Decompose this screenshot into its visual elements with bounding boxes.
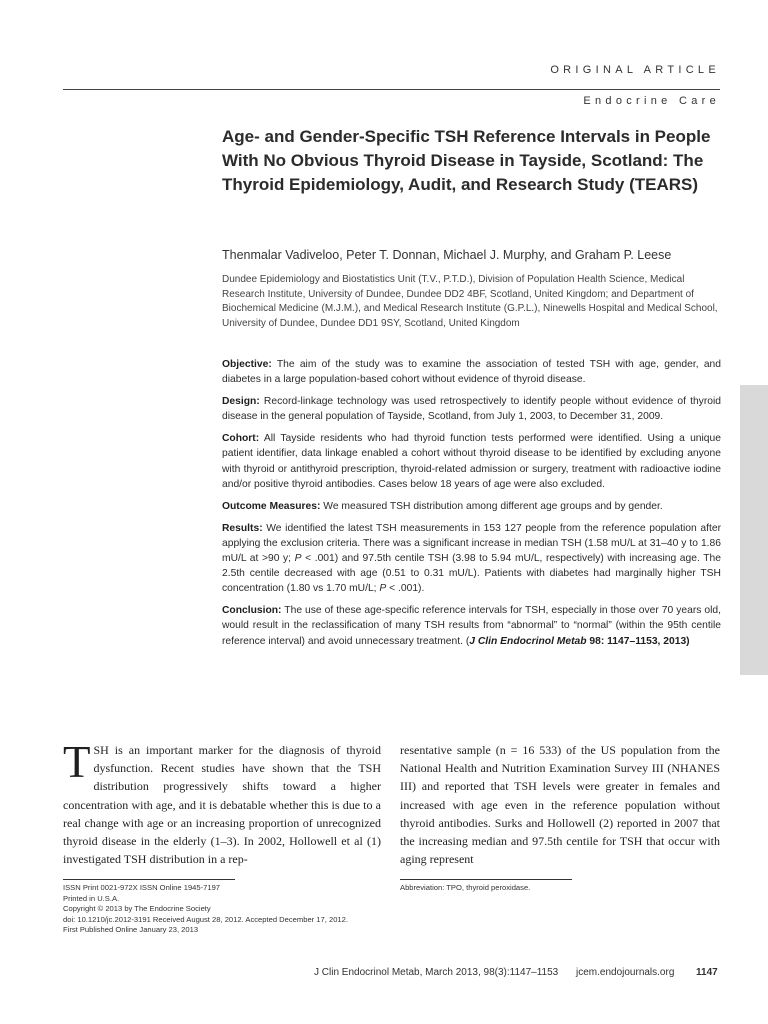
footer-url[interactable]: jcem.endojournals.org: [576, 967, 675, 978]
footnote-rule-left: [63, 879, 235, 880]
abstract-results: [222, 521, 721, 596]
abstract-objective: [222, 357, 721, 387]
affiliations: Dundee Epidemiology and Biostatistics Unit (T.V., P.T.D.), Division of Population Health Science, Medical Research Institute, University of Dundee, Dundee DD2 4BF, Scotland, United Kingdom; and Department of Biochemical Medicine (M.J.M.), and Medical Research Institute (G.P.L.), Ninewells Hospital and Medical School, University of Dundee, Dundee DD1 9SY, Scotland, United Kingdom: [222, 274, 718, 329]
citation-details: 98: 1147–1153, 2013): [586, 635, 690, 647]
results-label: Results:: [222, 522, 263, 534]
footnote-line: Copyright © 2013 by The Endocrine Society: [63, 904, 211, 914]
footnote-line: First Published Online January 23, 2013: [63, 925, 199, 935]
p-value-symbol: P: [294, 553, 302, 565]
footnote-line: ISSN Print 0021-972X ISSN Online 1945-7197: [63, 883, 221, 892]
abstract-design: [222, 394, 721, 424]
cohort-label: Cohort:: [222, 433, 260, 445]
outcome-text: We measured TSH distribution among different age groups and by gender.: [320, 500, 663, 512]
author-list: Thenmalar Vadiveloo, Peter T. Donnan, Michael J. Murphy, and Graham P. Leese: [222, 248, 672, 262]
design-label: Design:: [222, 396, 260, 408]
results-text: < .001) and 97.5th centile TSH (3.98 to 5.94 mU/L, respectively) with increasing age. The 2.5th centile decreased with age (0.51 to 0.31 mU/L). Patients with diabetes had marginally higher TSH concentration (1.80 vs 1.70 mU/L;: [222, 553, 721, 595]
footnote-line: doi: 10.1210/jc.2012-3191 Received August 28, 2012. Accepted December 17, 2012.: [63, 914, 348, 924]
conclusion-text: The use of these age-specific reference intervals for TSH, especially in those over 70 years old, would result in the reclassification of many TSH results from “abnormal” to “normal” (within the 95th centile reference interval) and avoid unnecessary treatment. (: [222, 605, 721, 647]
abstract-outcome: [222, 499, 721, 514]
abbreviation-note: Abbreviation: TPO, thyroid peroxidase.: [400, 883, 531, 892]
body-column-right: resentative sample (n = 16 533) of the US population from the National Health and Nutrition Examination Survey III (NHANES III) and reported that TSH levels were greater in females and increased with age even in the reference population without thyroid antibodies. Surks and Hollowell (2) reported in 2007 that the increasing median and 97.5th centile for TSH that occur with aging represent: [400, 743, 720, 867]
results-text: We identified the latest TSH measurements in 153 127 people from the reference population after applying the exclusion criteria. There was a significant increase in median TSH (1.58 mU/L at 31–40 y to 1.86 mU/L at >90 y;: [222, 522, 721, 565]
objective-text: The aim of the study was to examine the association of tested TSH with age, gender, and diabetes in a large population-based cohort without evidence of thyroid disease.: [222, 359, 721, 386]
body-text-left: SH is an important marker for the diagnosis of thyroid dysfunction. Recent studies have shown that the TSH distribution progressively shifts toward a higher concentration with age, and it is debatable whether this is due to a real change with age or an increasing proportion of unrecognized thyroid disease in the elderly (1–3). In 2002, Hollowell et al (1) investigated TSH distribution in a rep-: [63, 743, 381, 867]
page-number: 1147: [696, 967, 718, 978]
publication-info: [63, 883, 348, 936]
abstract-conclusion: [222, 603, 721, 648]
cohort-text: All Tayside residents who had thyroid function tests performed were identified. Using a unique patient identifier, data linkage enabled a cohort without thyroid disease to be identified by excluding anyone with thyroid or antithyroid prescription, thyroid-related admission or surgery, treatment with radioactive iodine and/or positive thyroid antibodies. Cases below 18 years of age were also excluded.: [222, 433, 721, 490]
design-text: Record-linkage technology was used retrospectively to identify people without evidence of thyroid disease in the general population of Tayside, Scotland, from July 1, 2003, to December 31, 2009.: [222, 396, 721, 423]
outcome-label: Outcome Measures:: [222, 500, 321, 512]
conclusion-label: Conclusion:: [222, 605, 282, 617]
journal-citation: J Clin Endocrinol Metab: [469, 635, 587, 647]
p-value-symbol: P: [379, 583, 387, 595]
objective-label: Objective:: [222, 359, 272, 370]
header-rule: [63, 89, 720, 90]
side-tab-marker: [740, 385, 768, 675]
footnote-line: Printed in U.S.A.: [63, 893, 120, 903]
article-title: Age- and Gender-Specific TSH Reference Intervals in People With No Obvious Thyroid Disease in Tayside, Scotland: The Thyroid Epidemiology, Audit, and Research Study (TEARS): [222, 127, 711, 194]
subsection-heading: Endocrine Care: [583, 95, 720, 107]
abstract-cohort: [222, 431, 721, 491]
abstract: [222, 357, 721, 656]
drop-cap: T: [63, 737, 91, 787]
footer-citation: J Clin Endocrinol Metab, March 2013, 98(3):1147–1153: [314, 967, 559, 978]
results-text: < .001).: [386, 583, 425, 595]
section-heading: ORIGINAL ARTICLE: [550, 64, 720, 76]
footnote-rule-right: [400, 879, 572, 880]
body-column-left: [63, 737, 381, 868]
